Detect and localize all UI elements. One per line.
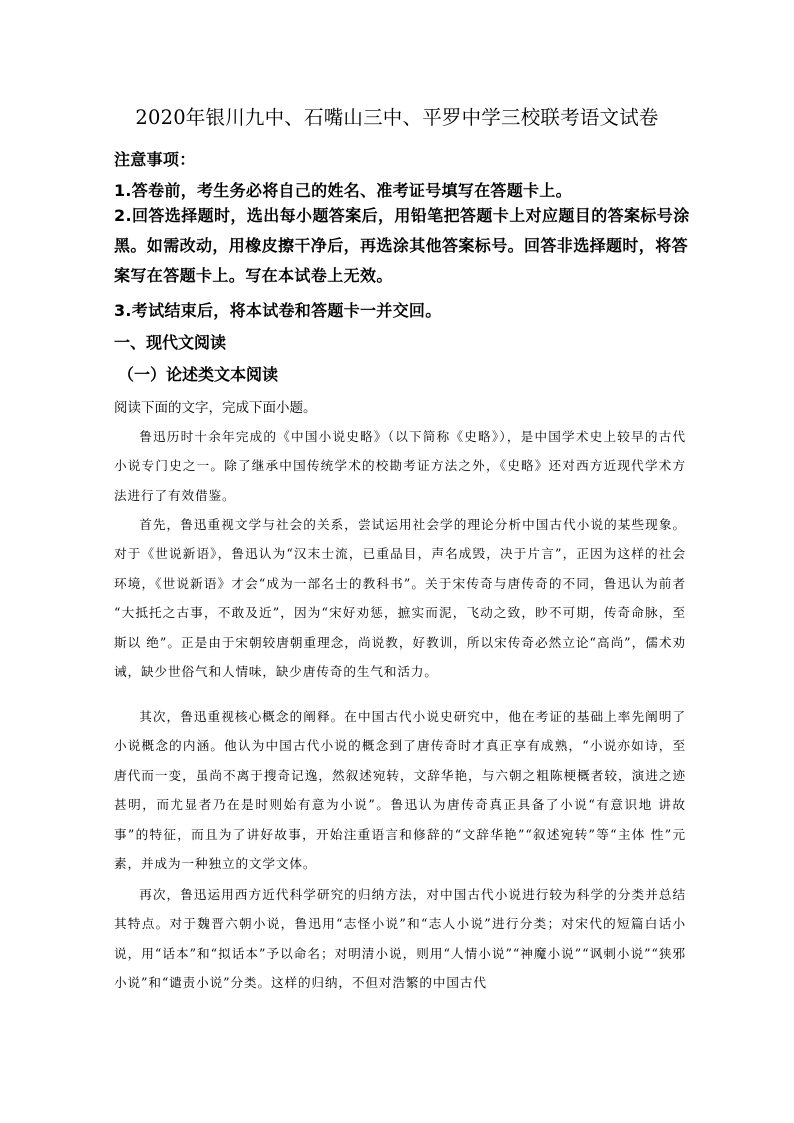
reading-instruction: 阅读下面的文字，完成下面小题。 [114, 400, 317, 416]
notice-item-3: 3.考试结束后，将本试卷和答题卡一并交回。 [114, 301, 442, 320]
passage-paragraph: 其次，鲁迅重视核心概念的阐释。在中国古代小说史研究中，他在考证的基础上率先阐明了小说概念的内涵。他认为中国古代小说的概念到了唐传奇时才真正享有成熟，“小说亦如诗，至唐代而一变，虽尚不离于搜奇记逸，然叙述宛转，文辞华艳，与六朝之粗陈梗概者较，演进之迹甚明，而尤显者乃在是时则始有意为小说”。鲁迅认为唐传奇真正具备了小说“有意识地 讲故事”的特征，而且为了讲好故事，开始注重语言和修辞的“文辞华艳”“叙述宛转”等“主体 性”元素，并成为一种独立的文学文体。 [114, 709, 686, 872]
passage-paragraph: 鲁迅历时十余年完成的《中国小说史略》（以下简称《史略》），是中国学术史上较早的古代小说专门史之一。除了继承中国传统学术的校勘考证方法之外，《史略》还对西方近现代学术方法进行了有效借鉴。 [114, 429, 686, 503]
passage-paragraph: 首先，鲁迅重视文学与社会的关系，尝试运用社会学的理论分析中国古代小说的某些现象。 对于《世说新语》，鲁迅认为“汉末士流，已重品目，声名成毁，决于片言”，正因为这样的社会环境，《世说新语》才会“成为一部名士的教科书”。关于宋传奇与唐传奇的不同，鲁迅认为前者 “大抵托之古事，不敢及近”，因为“宋好劝惩，摭实而泥，飞动之致，眇不可期，传奇命脉，至斯以 绝”。正是由于宋朝较唐朝重理念，尚说教，好教训，所以宋传奇必然立论“高尚”，儒术劝诫，缺少世俗气和人情味，缺少唐传奇的生气和活力。 [114, 517, 686, 680]
notice-heading: 注意事项： [114, 150, 196, 169]
notice-item-1: 1.答卷前，考生务必将自己的姓名、准考证号填写在答题卡上。 [114, 181, 572, 200]
section-heading: 一、现代文阅读 [114, 333, 227, 352]
passage-paragraph: 再次，鲁迅运用西方近代科学研究的归纳方法，对中国古代小说进行较为科学的分类并总结其特点。对于魏晋六朝小说，鲁迅用“志怪小说”和“志人小说”进行分类；对宋代的短篇白话小说，用“话本”和“拟话本”予以命名；对明清小说，则用“人情小说”“神魔小说”“讽刺小说”“狭邪小说”和“谴责小说”分类。这样的归纳，不但对浩繁的中国古代 [114, 887, 686, 991]
exam-title: 2020年银川九中、石嘴山三中、平罗中学三校联考语文试卷 [135, 106, 659, 129]
subsection-heading: （一）论述类文本阅读 [118, 365, 279, 384]
notice-item-2: 2.回答选择题时，选出每小题答案后，用铅笔把答题卡上对应题目的答案标号涂黑。如需改动，用橡皮擦干净后，再选涂其他答案标号。回答非选择题时，将答案写在答题卡上。写在本试卷上无效。 [114, 206, 690, 285]
